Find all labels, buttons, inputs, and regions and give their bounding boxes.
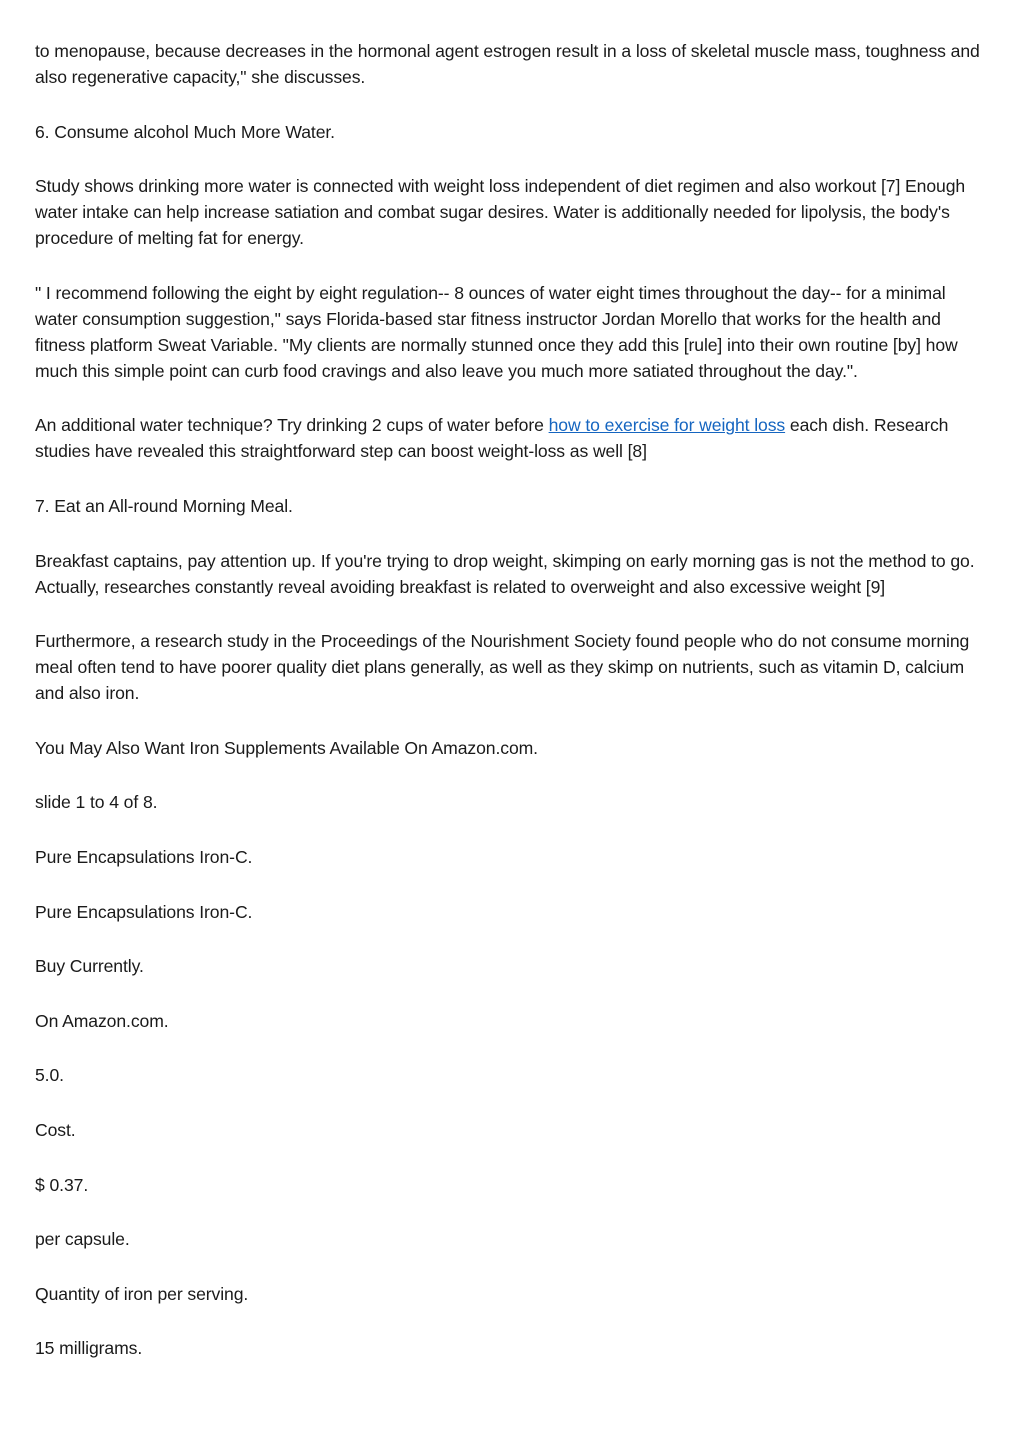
- product-name: Pure Encapsulations Iron-C.: [35, 901, 253, 922]
- retailer-text: On Amazon.com.: [35, 1010, 169, 1031]
- weight-loss-exercise-link[interactable]: how to exercise for weight loss: [548, 415, 786, 436]
- paragraph-breakfast-captains: Breakfast captains, pay attention up. If you're trying to drop weight, skimping on early morning gas is not the method to go. Actually, researches constantly reveal avoiding breakfast is related to overweight and also excessive weight [9]: [35, 550, 975, 597]
- iron-quantity-label: Quantity of iron per serving.: [35, 1283, 249, 1304]
- paragraph-menopause-quote: to menopause, because decreases in the hormonal agent estrogen result in a loss of skeletal muscle mass, toughness and also regenerative capacity," she discusses.: [35, 41, 980, 87]
- heading-eat-morning-meal: 7. Eat an All-round Morning Meal.: [35, 495, 293, 516]
- cost-value: $ 0.37.: [35, 1174, 89, 1195]
- heading-drink-more-water: 6. Consume alcohol Much More Water.: [35, 121, 335, 142]
- product-rating: 5.0.: [35, 1065, 64, 1086]
- product-brand: Pure Encapsulations Iron-C.: [35, 846, 253, 867]
- paragraph-iron-supplements: You May Also Want Iron Supplements Available On Amazon.com.: [35, 737, 538, 758]
- paragraph-water-study: Study shows drinking more water is connected with weight loss independent of diet regimen and also workout [7] Enough water intake can help increase satiation and combat sugar desires. Water is additionally needed for lipolysis, the body's procedure of melting fat for energy.: [35, 176, 966, 249]
- water-technique-text-before: An additional water technique? Try drinking 2 cups of water before: [35, 415, 549, 436]
- water-technique-text-after: each dish. Research studies have revealed this straightforward step can boost weight-loss as well [8]: [35, 415, 949, 462]
- paragraph-eight-by-eight-quote: " I recommend following the eight by eight regulation-- 8 ounces of water eight times throughout the day-- for a minimal water consumption suggestion," says Florida-based star fitness instructor Jordan Morello that works for the health and fitness platform Sweat Variable. "My clients are normally stunned once they add this [rule] into their own routine [by] how much this simple point can curb food cravings and also leave you much more satiated throughout the day.".: [35, 282, 958, 381]
- buy-now-text: Buy Currently.: [35, 956, 144, 977]
- cost-unit: per capsule.: [35, 1229, 130, 1250]
- slide-indicator: slide 1 to 4 of 8.: [35, 792, 158, 813]
- document-body: [35, 38, 990, 1361]
- paragraph-nourishment-study: Furthermore, a research study in the Proceedings of the Nourishment Society found people who do not consume morning meal often tend to have poorer quality diet plans generally, as well as they skimp on nutrients, such as vitamin D, calcium and also iron.: [35, 631, 970, 704]
- cost-label: Cost.: [35, 1119, 76, 1140]
- paragraph-water-technique: [35, 412, 990, 464]
- iron-quantity-value: 15 milligrams.: [35, 1338, 143, 1359]
